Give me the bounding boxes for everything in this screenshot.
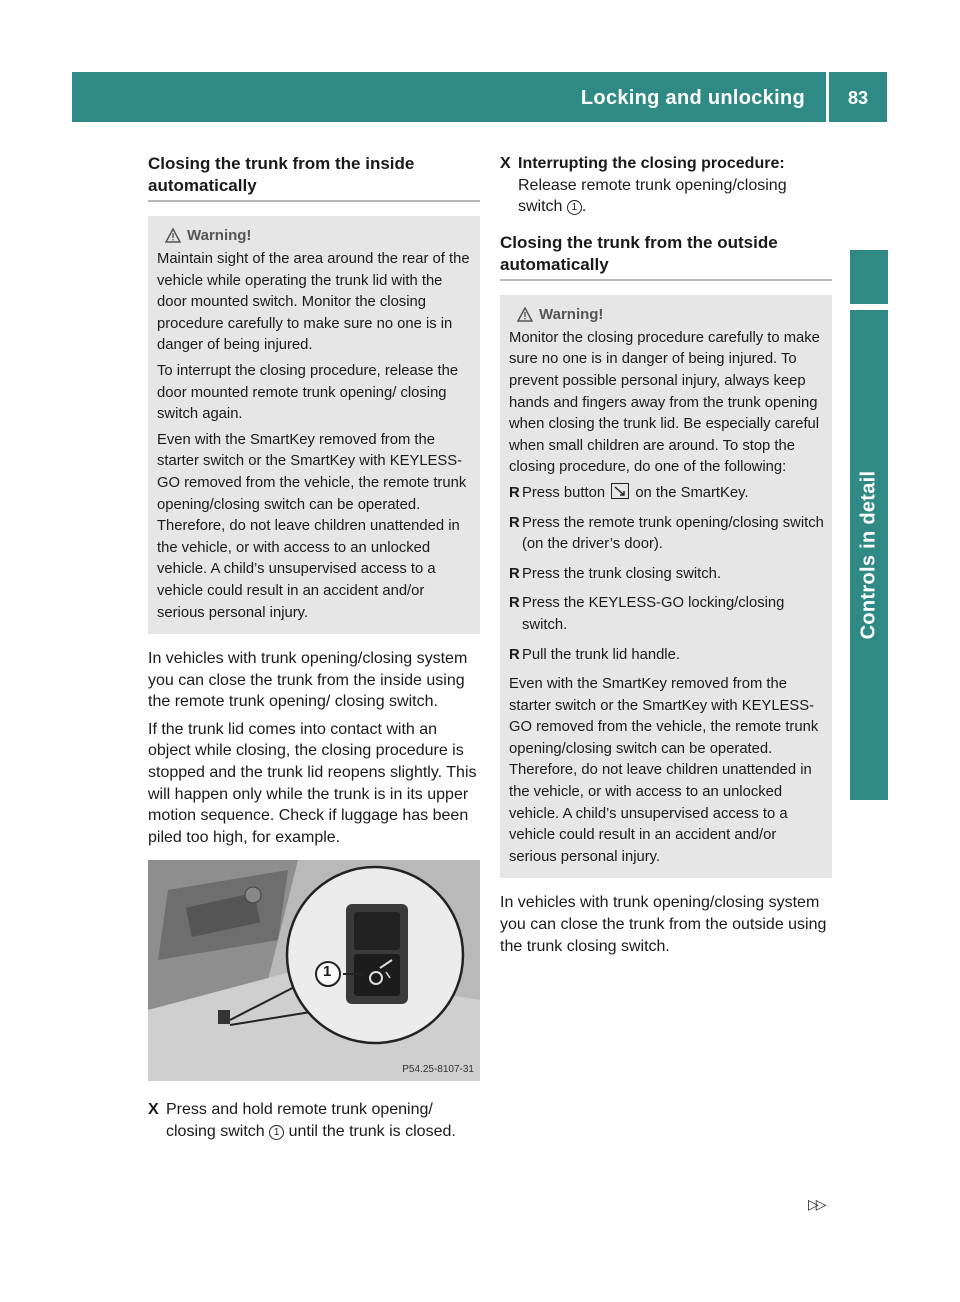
bullet-text: Press the KEYLESS-GO locking/closing switch. [522, 595, 785, 633]
warning-title-text: Warning! [539, 305, 604, 323]
warning-paragraph: Even with the SmartKey removed from the starter switch or the SmartKey with KEYLESS-GO removed from the vehicle, the remote trunk opening/closing switch can be operated. Therefore, do not leave children unattended in the vehicle, or with access to an unlocked vehicle. A child’s unsupervised access to a vehicle could result in an accident and/or serious personal injury. [509, 676, 819, 865]
warning-paragraph: Even with the SmartKey removed from the starter switch or the SmartKey with KEYLESS-GO removed from the vehicle, the remote trunk opening/closing switch can be operated. Therefore, do not leave children unattended in the vehicle, or with access to an unlocked vehicle. A child’s unsupervised access to a vehicle could result in an accident and/or serious personal injury. [157, 431, 467, 621]
step-arrow-icon: X [148, 1101, 159, 1119]
warning-paragraph: Monitor the closing procedure carefully to make sure no one is in danger of being injured. To prevent possible personal injury, always keep hands and fingers away from the trunk opening when closing the trunk lid. Be especially careful when small children are around. To stop the closing procedure, do one of the following: [509, 329, 820, 476]
door-panel-illustration [148, 860, 480, 1081]
step-text: until the trunk is closed. [288, 1123, 456, 1141]
warning-box [500, 295, 832, 879]
bullet-text: Pull the trunk lid handle. [522, 646, 680, 663]
continue-arrows-icon: ▷▷ [808, 1196, 824, 1212]
figure-callout-1: 1 [323, 963, 332, 981]
step-list [148, 1099, 480, 1142]
page-number: 83 [847, 88, 869, 108]
side-tab-marker [850, 250, 888, 304]
header-bar [72, 72, 887, 122]
side-tab [850, 310, 888, 800]
bullet-item [509, 645, 825, 667]
bullet-marker: R [509, 514, 520, 531]
side-tab-label: Controls in detail [857, 470, 880, 640]
trunk-key-icon [611, 483, 629, 499]
bullet-text: Press the trunk closing switch. [522, 565, 722, 582]
section-heading-inside: Closing the trunk from the inside automatically [148, 153, 480, 202]
warning-paragraph: Maintain sight of the area around the rear of the vehicle while operating the trunk lid with the door mounted switch. Monitor the closing procedure carefully to make sure no one is in danger of being injured. [157, 251, 470, 354]
bullet-item [509, 483, 825, 505]
body-paragraph: If the trunk lid comes into contact with an object while closing, the closing procedure is stopped and the trunk lid reopens slightly. This will happen only while the trunk is in its upper motion sequence. Check if luggage has been piled too high, for example. [148, 720, 477, 846]
callout-ref-icon: 1 [567, 200, 582, 215]
left-column [148, 153, 480, 1151]
bullet-marker: R [509, 595, 520, 612]
bullet-text: on the SmartKey. [635, 484, 749, 501]
step-list [500, 153, 832, 218]
chapter-title: Locking and unlocking [580, 87, 805, 109]
warning-triangle-icon [165, 228, 181, 243]
bullet-marker: R [509, 646, 520, 663]
warning-title [157, 225, 473, 247]
bullet-text: Press button [522, 484, 606, 501]
figure-code: P54.25-8107-31 [402, 1064, 474, 1076]
body-paragraph: In vehicles with trunk opening/closing system you can close the trunk from the outside using the trunk closing switch. [500, 894, 827, 955]
bullet-marker: R [509, 565, 520, 582]
step-label: Interrupting the closing procedure: [518, 155, 785, 172]
bullet-list [509, 483, 825, 666]
bullet-text: Press the remote trunk opening/closing switch (on the driver’s door). [522, 514, 824, 553]
warning-paragraph: To interrupt the closing procedure, release the door mounted remote trunk opening/ closing switch again. [157, 362, 459, 423]
callout-ref-icon: 1 [269, 1125, 284, 1140]
right-column [500, 153, 832, 963]
warning-triangle-icon [517, 307, 533, 322]
bullet-item [509, 513, 825, 556]
warning-title [509, 304, 825, 326]
step-text: Press and hold remote trunk opening/ closing switch [166, 1101, 433, 1141]
section-heading-outside: Closing the trunk from the outside automatically [500, 232, 832, 281]
bullet-marker: R [509, 484, 520, 501]
step-item [500, 153, 832, 218]
door-switch-figure [148, 860, 480, 1081]
body-paragraph: In vehicles with trunk opening/closing system you can close the trunk from the inside using the remote trunk opening/ closing switch. [148, 650, 468, 711]
step-arrow-icon: X [500, 155, 511, 172]
warning-title-text: Warning! [187, 227, 252, 244]
step-item [148, 1099, 480, 1142]
bullet-item [509, 593, 825, 636]
warning-box [148, 216, 480, 634]
step-text: . [581, 198, 587, 216]
step-text: Release remote trunk opening/closing switch [518, 176, 787, 216]
bullet-item [509, 564, 825, 586]
